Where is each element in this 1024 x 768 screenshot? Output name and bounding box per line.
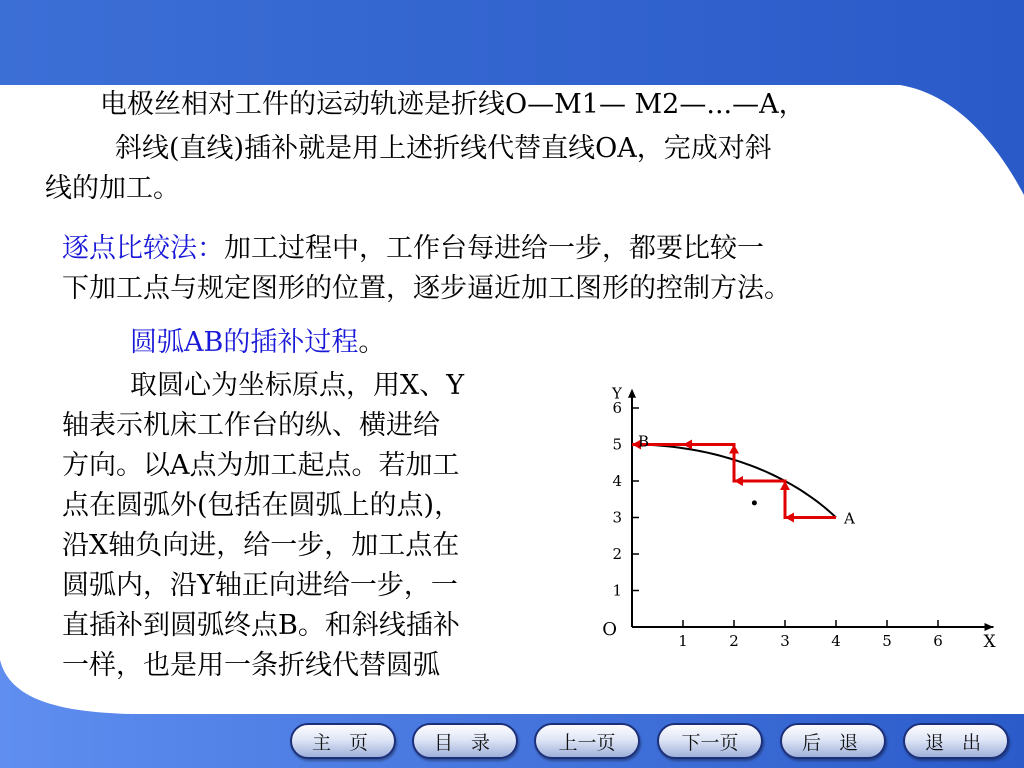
back-button[interactable]: 后 退: [780, 723, 886, 759]
x-tick-label: 5: [882, 632, 892, 650]
body-line: 圆弧内，沿Y轴正向进给一步，一: [62, 570, 458, 601]
y-tick-label: 5: [612, 435, 622, 454]
method-text-1: 加工过程中，工作台每进给一步，都要比较一: [224, 233, 764, 264]
y-tick-label: 6: [612, 399, 622, 417]
y-axis-label: Y: [612, 384, 622, 403]
y-tick-label: 1: [612, 581, 622, 600]
x-axis-label: X: [983, 632, 996, 652]
x-tick-label: 4: [831, 632, 841, 650]
next-page-button[interactable]: 下一页: [657, 723, 763, 759]
body-line: 点在圆弧外(包括在圆弧上的点)，: [62, 490, 462, 521]
marker-dot: [752, 500, 757, 505]
arc-heading: [130, 324, 385, 361]
body-line: 一样，也是用一条折线代替圆弧: [62, 650, 440, 681]
arc-title-end: 。: [358, 327, 386, 358]
home-button[interactable]: 主 页: [290, 723, 396, 759]
body-line: 直插补到圆弧终点B。和斜线插补: [62, 610, 460, 641]
intro-line-1: 电极丝相对工件的运动轨迹是折线O—M1— M2—...—A，: [100, 89, 806, 120]
method-text-2: 下加工点与规定图形的位置，逐步逼近加工图形的控制方法。: [62, 273, 791, 304]
x-axis-arrow: [985, 623, 994, 631]
x-tick-label: 6: [933, 632, 943, 650]
y-tick-label: 4: [612, 472, 622, 490]
exit-button[interactable]: 退 出: [903, 723, 1009, 759]
method-term: 逐点比较法：: [62, 233, 224, 264]
intro-line-3: 线的加工。: [45, 173, 180, 204]
intro-line-2: 斜线(直线)插补就是用上述折线代替直线OA，完成对斜: [115, 133, 772, 164]
arc-interpolation-chart: [590, 362, 1010, 652]
body-line: 轴表示机床工作台的纵、横进给: [62, 410, 440, 441]
x-tick-label: 2: [729, 632, 739, 650]
body-line: 方向。以A点为加工起点。若加工: [62, 450, 460, 481]
y-tick-label: 3: [612, 508, 622, 527]
method-paragraph: [62, 230, 764, 267]
y-axis-arrow: [628, 389, 636, 398]
previous-page-button[interactable]: 上一页: [534, 723, 640, 759]
navigation-bar: [290, 723, 1010, 763]
contents-button[interactable]: 目 录: [412, 723, 518, 759]
y-tick-label: 2: [612, 545, 622, 563]
x-tick-label: 3: [780, 632, 790, 650]
body-line: 取圆心为坐标原点，用X、Y: [130, 370, 465, 401]
point-label-a: A: [844, 509, 855, 528]
body-line: 沿X轴负向进，给一步，加工点在: [62, 530, 460, 561]
origin-label: O: [602, 619, 617, 640]
arc-title: 圆弧AB的插补过程: [130, 327, 359, 358]
x-tick-label: 1: [678, 632, 688, 650]
point-label-b: B: [638, 432, 650, 451]
